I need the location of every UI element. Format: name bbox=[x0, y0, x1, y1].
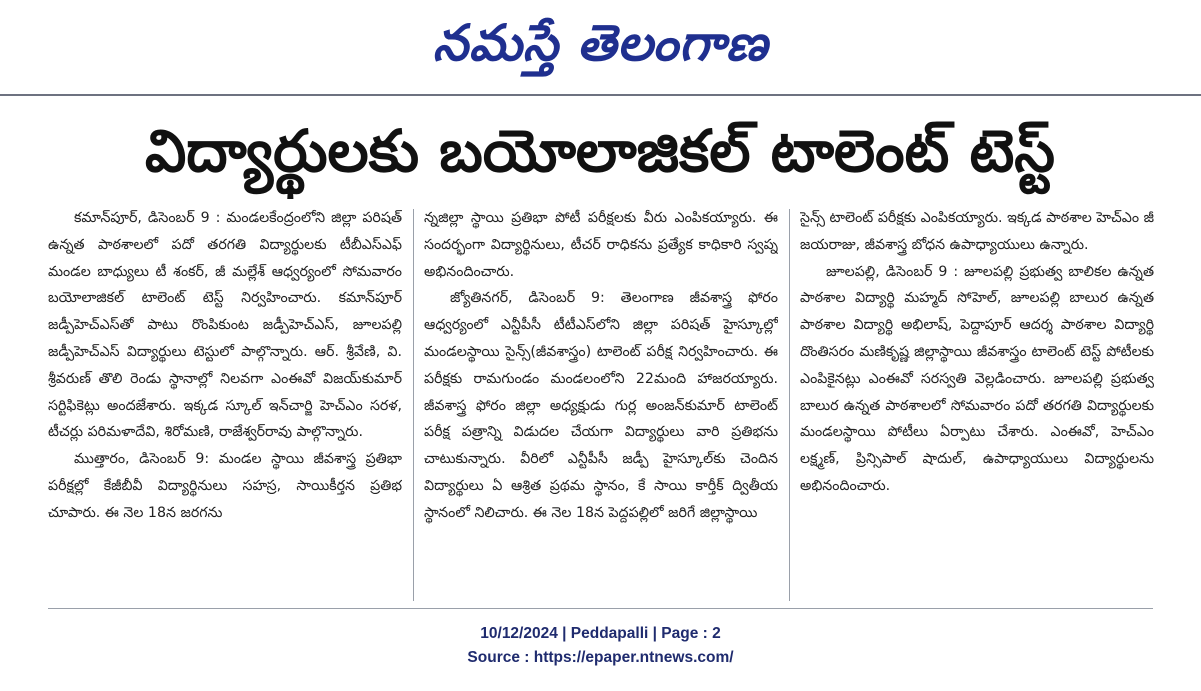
masthead-divider bbox=[0, 94, 1201, 96]
article-column-2 bbox=[424, 205, 778, 605]
article-paragraph: న్నజిల్లా స్థాయి ప్రతిభా పోటీ పరీక్షలకు వీరు ఎంపికయ్యారు. ఈ సందర్భంగా విద్యార్థినులు, టీచర్ రాధికను ప్రత్యేక కాధికారి స్వప్న అభినందించారు. bbox=[424, 210, 778, 280]
footer-date-edition: 10/12/2024 | Peddapalli | Page : 2 bbox=[480, 625, 721, 642]
headline bbox=[30, 106, 1170, 196]
article-paragraph: కమాన్‌పూర్, డిసెంబర్ 9 : మండలకేంద్రంలోని జిల్లా పరిషత్ ఉన్నత పాఠశాలలో పదో తరగతి విద్యార్థులకు టీబీఎస్‌ఎఫ్ మండల బాధ్యులు టీ శంకర్, జీ మల్లేశ్ ఆధ్వర్యంలో సోమవారం బయోలాజికల్ టాలెంట్ టెస్ట్ నిర్వహించారు. కమాన్‌పూర్ జడ్పీహెచ్‌ఎస్‌తో పాటు రొంపికుంట జడ్పీహెచ్‌ఎస్, జూలపల్లి జడ్పీహెచ్‌ఎస్ విద్యార్థులు టెస్టులో పాల్గొన్నారు. ఆర్. శ్రీవేణి, వి. శ్రీవరుణ్ తొలి రెండు స్థానాల్లో నిలవగా ఎంఈవో విజయ్‌కుమార్ సర్టిఫికెట్లు అందజేశారు. ఇక్కడ స్కూల్ ఇన్‌చార్జి హెచ్‌ఎం సరళ, టీచర్లు పరిమళాదేవి, శిరోమణి, రాజేశ్వర్‌రావు పాల్గొన్నారు. bbox=[48, 210, 402, 441]
article-paragraph: సైన్స్ టాలెంట్ పరీక్షకు ఎంపికయ్యారు. ఇక్కడ పాఠశాల హెచ్‌ఎం జీ జయరాజు, జీవశాస్త్ర బోధన ఉపాధ్యాయులు ఉన్నారు. bbox=[800, 210, 1154, 253]
footer-divider bbox=[48, 608, 1153, 609]
article-column-1 bbox=[48, 205, 402, 605]
column-divider bbox=[413, 209, 414, 601]
masthead-logo bbox=[0, 6, 1201, 80]
masthead-title: నమస్తే తెలంగాణ bbox=[432, 14, 769, 72]
article-paragraph: జ్యోతినగర్, డిసెంబర్ 9: తెలంగాణ జీవశాస్త్ర ఫోరం ఆధ్వర్యంలో ఎన్టీపీసీ టీటీఎస్‌లోని జిల్లా పరిషత్ హైస్కూల్లో మండలస్థాయి సైన్స్(జీవశాస్త్రం) టాలెంట్ పరీక్ష నిర్వహించారు. ఈ పరీక్షకు రామగుండం మండలంలోని 22మంది హాజరయ్యారు. జీవశాస్త్ర ఫోరం జిల్లా అధ్యక్షుడు గుర్ల అంజన్‌కుమార్ టాలెంట్ పరీక్ష పత్రాన్ని విడుదల చేయగా విద్యార్థులు వారి ప్రతిభను చాటుకున్నారు. వీరిలో ఎన్టీపీసీ జడ్పీ హైస్కూల్‌కు చెందిన విద్యార్థులు ఏ ఆశ్రిత ప్రథమ స్థానం, కే సాయి కార్తీక్ ద్వితీయ స్థానంలో నిలిచారు. ఈ నెల 18న పెద్దపల్లిలో జరిగే జిల్లాస్థాయి bbox=[424, 290, 778, 521]
article-body bbox=[48, 205, 1153, 607]
headline-text: విద్యార్థులకు బయోలాజికల్ టాలెంట్ టెస్ట్ bbox=[144, 117, 1056, 185]
footer-source: Source : https://epaper.ntnews.com/ bbox=[467, 649, 734, 666]
article-paragraph: ముత్తారం, డిసెంబర్ 9: మండల స్థాయి జీవశాస్త్ర ప్రతిభా పరీక్షల్లో కేజీబీవీ విద్యార్థినులు సహస్ర, సాయికీర్తన ప్రతిభ చూపారు. ఈ నెల 18న జరగను bbox=[48, 451, 402, 521]
footer bbox=[0, 622, 1201, 670]
article-paragraph: జూలపల్లి, డిసెంబర్ 9 : జూలపల్లి ప్రభుత్వ బాలికల ఉన్నత పాఠశాల విద్యార్థి మహ్మద్ సోహెల్, జూలపల్లి బాలుర ఉన్నత పాఠశాల విద్యార్థి అభిలాష్, పెద్దాపూర్ ఆదర్శ పాఠశాల విద్యార్థి దొంతిసరం మణికృష్ణ జిల్లాస్థాయి జీవశాస్త్రం టాలెంట్ టెస్ట్ పోటీలకు ఎంపికైనట్లు ఎంఈవో సరస్వతి వెల్లడించారు. జూలపల్లి ప్రభుత్వ బాలుర ఉన్నత పాఠశాలలో సోమవారం పదో తరగతి విద్యార్థులకు మండలస్థాయి పోటీలు ఏర్పాటు చేశారు. ఎంఈవో, హెచ్‌ఎం లక్ష్మణ్, ప్రిన్సిపాల్ షాదుల్, ఉపాధ్యాయులు విద్యార్థులను అభినందించారు. bbox=[800, 263, 1154, 494]
article-column-3 bbox=[800, 205, 1154, 605]
column-divider bbox=[789, 209, 790, 601]
